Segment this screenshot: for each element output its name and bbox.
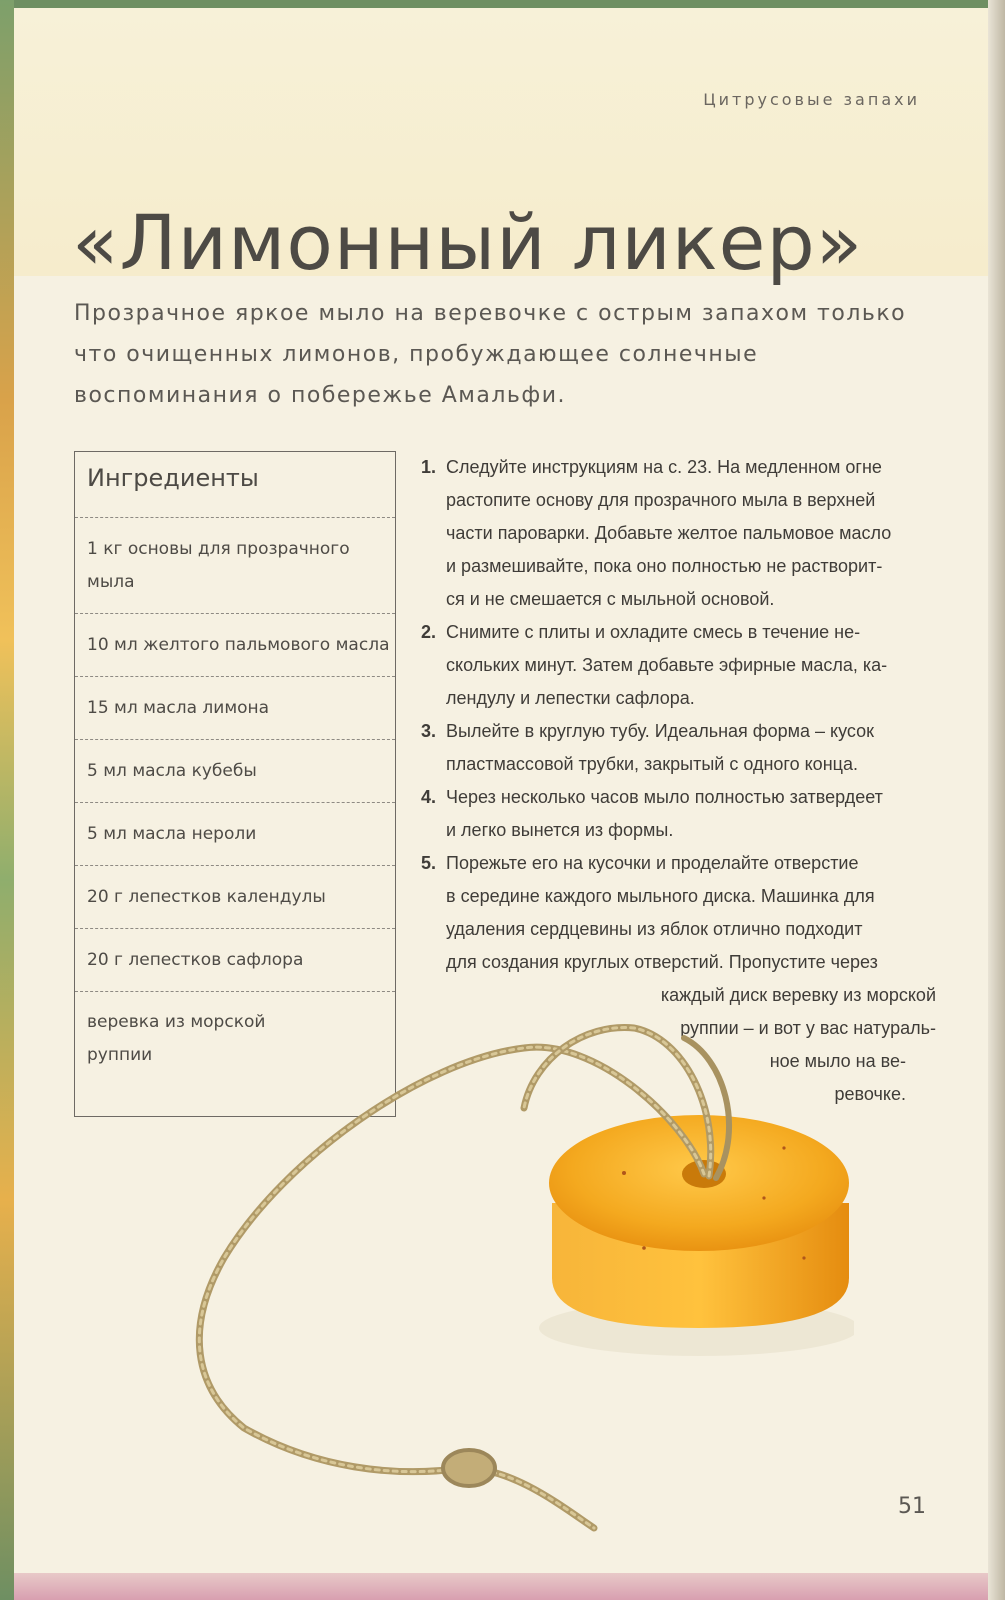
step-text-line: для создания круглых отверстий. Пропустите через (446, 952, 878, 972)
step-text-line: каждый диск веревку из морской (660, 985, 936, 1005)
step-text-line: и размешивайте, пока оно полностью не растворит- (446, 556, 883, 576)
ingredient-item: веревка из морской руппии (87, 1012, 266, 1065)
ingredient-item: 20 г лепестков сафлора (75, 929, 395, 992)
book-page (14, 8, 988, 1573)
page-number: 51 (898, 1494, 926, 1519)
running-head: Цитрусовые запахи (703, 90, 920, 109)
recipe-intro: Прозрачное яркое мыло на веревочке с острым запахом только что очищенных лимонов, пробуждающее солнечные воспоминания о побережье Амальфи. (74, 301, 907, 408)
recipe-title: «Лимонный ликер» (72, 198, 864, 287)
step-text-line: и легко вынется из формы. (446, 820, 674, 840)
soap-on-rope-photo (164, 998, 854, 1558)
step-number: 5. (421, 853, 437, 873)
ingredient-item: 20 г лепестков календулы (75, 866, 395, 929)
step-number: 1. (421, 457, 437, 477)
step-text-line: ное мыло на ве- (769, 1051, 906, 1071)
step-text-line: удаления сердцевины из яблок отлично подходит (446, 919, 863, 939)
step-text-line: ся и не смешается с мыльной основой. (446, 589, 775, 609)
step-text-line: в середине каждого мыльного диска. Машинка для (446, 886, 875, 906)
soap-disc (549, 1115, 849, 1328)
step-text-line: скольких минут. Затем добавьте эфирные масла, ка- (446, 655, 888, 675)
step-text-line: растопите основу для прозрачного мыла в верхней (446, 490, 876, 510)
step-number: 3. (421, 721, 437, 741)
step-text-line: ревочке. (834, 1084, 906, 1104)
ingredient-item: 5 мл масла кубебы (75, 740, 395, 803)
ingredient-item: 1 кг основы для прозрачного мыла (75, 518, 395, 614)
book-cover-edge (14, 1573, 988, 1600)
step-text-line: Следуйте инструкциям на с. 23. На медленном огне (446, 457, 882, 477)
instruction-step (416, 781, 936, 847)
step-text-line: Порежьте его на кусочки и проделайте отверстие (446, 853, 859, 873)
ingredient-item: 15 мл масла лимона (75, 677, 395, 740)
step-text-line: Через несколько часов мыло полностью затвердеет (446, 787, 883, 807)
instruction-step (416, 715, 936, 781)
step-text-line: лендулу и лепестки сафлора. (446, 688, 695, 708)
ingredient-item: 10 мл желтого пальмового масла (75, 614, 395, 677)
step-text-line: руппии – и вот у вас натураль- (680, 1018, 936, 1038)
instruction-step (416, 616, 936, 715)
page-edge-right (988, 0, 1005, 1600)
step-number: 2. (421, 622, 437, 642)
step-text-line: Снимите с плиты и охладите смесь в течение не- (446, 622, 861, 642)
instruction-step (416, 451, 936, 616)
ingredient-item: 5 мл масла нероли (75, 803, 395, 866)
step-number: 4. (421, 787, 437, 807)
step-text-line: части пароварки. Добавьте желтое пальмовое масло (446, 523, 892, 543)
step-text-line: пластмассовой трубки, закрытый с одного конца. (446, 754, 858, 774)
book-spine-edge (0, 0, 14, 1600)
ingredients-heading: Ингредиенты (75, 452, 395, 518)
step-text-line: Вылейте в круглую тубу. Идеальная форма – кусок (446, 721, 874, 741)
